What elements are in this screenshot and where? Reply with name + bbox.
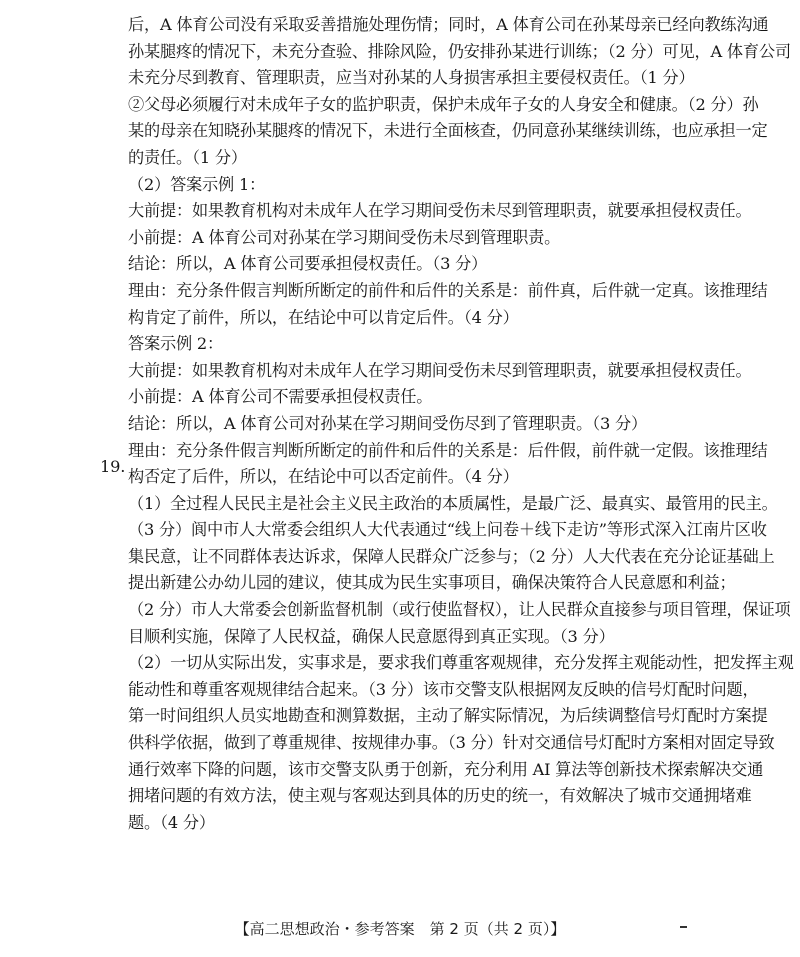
text-line: 构否定了后件，所以，在结论中可以否定前件。（4 分） [128, 467, 519, 487]
text-line: （3 分）阆中市人大常委会组织人大代表通过“线上问卷＋线下走访”等形式深入江南片区收 [128, 520, 767, 540]
text-line: （2）答案示例 1： [128, 174, 266, 194]
text-line: 结论：所以，A 体育公司要承担侵权责任。（3 分） [128, 254, 488, 274]
text-line: 理由：充分条件假言判断所断定的前件和后件的关系是：前件真，后件就一定真。该推理结 [128, 280, 768, 300]
text-line: 大前提：如果教育机构对未成年人在学习期间受伤未尽到管理职责，就要承担侵权责任。 [128, 201, 752, 221]
text-line: 供科学依据，做到了尊重规律、按规律办事。（3 分）针对交通信号灯配时方案相对固定导致 [128, 733, 775, 753]
corner-mark [680, 926, 687, 928]
text-line: 通行效率下降的问题，该市交警支队勇于创新，充分利用 AI 算法等创新技术探索解决交通 [128, 759, 764, 779]
text-line: 某的母亲在知晓孙某腿疼的情况下，未进行全面核查，仍同意孙某继续训练，也应承担一定 [128, 121, 768, 141]
text-line: 题。（4 分） [128, 812, 215, 832]
text-line: （2）一切从实际出发，实事求是，要求我们尊重客观规律，充分发挥主观能动性，把发挥主观 [128, 653, 794, 673]
text-line: 孙某腿疼的情况下，未充分查验、排除风险，仍安排孙某进行训练；（2 分）可见，A 体育公司 [128, 41, 791, 61]
text-line: 能动性和尊重客观规律结合起来。（3 分）该市交警支队根据网友反映的信号灯配时问题， [128, 679, 759, 699]
page-footer: 【高二思想政治・参考答案 第 2 页（共 2 页）】 [234, 920, 566, 938]
text-line: 第一时间组织人员实地勘查和测算数据，主动了解实际情况，为后续调整信号灯配时方案提 [128, 706, 768, 726]
text-line: 结论：所以，A 体育公司对孙某在学习期间受伤尽到了管理职责。（3 分） [128, 413, 647, 433]
text-line: 小前提：A 体育公司不需要承担侵权责任。 [128, 387, 433, 407]
text-line: 理由：充分条件假言判断所断定的前件和后件的关系是：后件假，前件就一定假。该推理结 [128, 440, 768, 460]
text-line: ②父母必须履行对未成年子女的监护职责，保护未成年子女的人身安全和健康。（2 分）孙 [128, 94, 759, 114]
text-line: 构肯定了前件，所以，在结论中可以肯定后件。（4 分） [128, 307, 519, 327]
text-line: （2 分）市人大常委会创新监督机制（或行使监督权），让人民群众直接参与项目管理，保证项 [128, 600, 791, 620]
text-line: 大前提：如果教育机构对未成年人在学习期间受伤未尽到管理职责，就要承担侵权责任。 [128, 360, 752, 380]
text-line: 拥堵问题的有效方法，使主观与客观达到具体的历史的统一，有效解决了城市交通拥堵难 [128, 786, 752, 806]
text-line: 答案示例 2： [128, 334, 223, 354]
text-line: 的责任。（1 分） [128, 147, 247, 167]
text-line: 目顺利实施，保障了人民权益，确保人民意愿得到真正实现。（3 分） [128, 626, 615, 646]
text-line: （1）全过程人民民主是社会主义民主政治的本质属性，是最广泛、最真实、最管用的民主。 [128, 493, 778, 513]
text-line: 后，A 体育公司没有采取妥善措施处理伤情；同时，A 体育公司在孙某母亲已经向教练沟通 [128, 15, 769, 34]
answer-text-body [128, 12, 794, 836]
question-number-19: 19. [100, 457, 126, 476]
text-line: 提出新建公办幼儿园的建议，使其成为民生实事项目，确保决策符合人民意愿和利益； [128, 573, 736, 593]
text-line: 小前提：A 体育公司对孙某在学习期间受伤未尽到管理职责。 [128, 227, 561, 247]
text-line: 集民意，让不同群体表达诉求，保障人民群众广泛参与；（2 分）人大代表在充分论证基础上 [128, 546, 775, 566]
text-line: 未充分尽到教育、管理职责，应当对孙某的人身损害承担主要侵权责任。（1 分） [128, 68, 695, 88]
